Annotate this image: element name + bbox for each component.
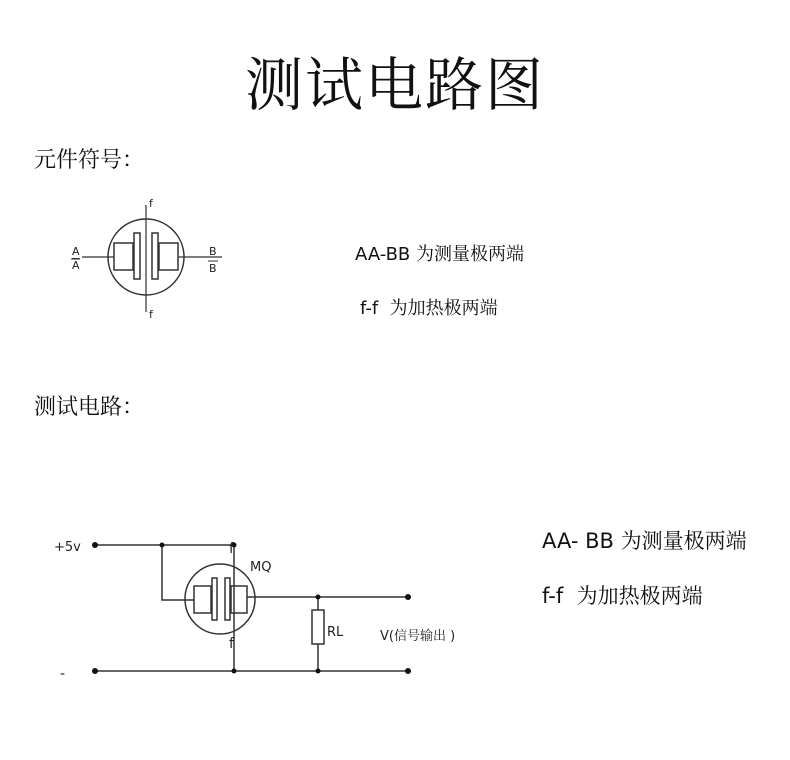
symbol-label-a-bar: A xyxy=(72,259,80,272)
sensor-symbol xyxy=(82,205,222,312)
circuit-load-resistor xyxy=(312,610,324,644)
node-vcc-branch xyxy=(160,543,165,548)
node-rl-top xyxy=(316,595,321,600)
page-title: 测试电路图 xyxy=(244,51,545,119)
symbol-desc-heater: f-f 为加热极两端 xyxy=(360,298,498,319)
circuit-electrode-a xyxy=(194,586,211,613)
symbol-electrode-a xyxy=(114,243,133,270)
symbol-label-f-top: f xyxy=(149,197,153,210)
label-f-bottom: f xyxy=(229,636,234,652)
node-output xyxy=(405,594,411,600)
node-vcc xyxy=(92,542,98,548)
label-output: V(信号输出 ) xyxy=(380,629,456,644)
symbol-plate-left xyxy=(134,233,140,279)
symbol-plate-right xyxy=(152,233,158,279)
symbol-desc-measure: AA-BB 为测量极两端 xyxy=(355,244,525,265)
label-vcc: +5v xyxy=(54,540,81,555)
circuit-desc-measure: AA- BB 为测量极两端 xyxy=(542,529,747,553)
node-heater-bottom xyxy=(232,669,237,674)
node-ground-end xyxy=(405,668,411,674)
symbol-electrode-b xyxy=(159,243,178,270)
circuit-desc-heater: f-f 为加热极两端 xyxy=(542,584,703,608)
label-load: RL xyxy=(327,625,344,640)
symbol-label-b-bar: B xyxy=(209,262,217,275)
label-ground: - xyxy=(60,666,66,682)
circuit-plate-right xyxy=(225,578,230,620)
circuit-section-heading: 测试电路： xyxy=(34,395,145,420)
node-ground xyxy=(92,668,98,674)
circuit-wire-vcc-to-a xyxy=(162,545,194,600)
circuit-plate-left xyxy=(212,578,217,620)
symbol-label-b: B xyxy=(209,245,217,258)
circuit-sensor-body xyxy=(185,564,255,634)
symbol-section-heading: 元件符号： xyxy=(34,148,145,173)
label-f-top: f xyxy=(229,541,234,557)
symbol-label-f-bottom: f xyxy=(149,308,153,321)
node-rl-bottom xyxy=(316,669,321,674)
label-sensor: MQ xyxy=(250,560,272,575)
symbol-label-a: A xyxy=(72,245,80,258)
